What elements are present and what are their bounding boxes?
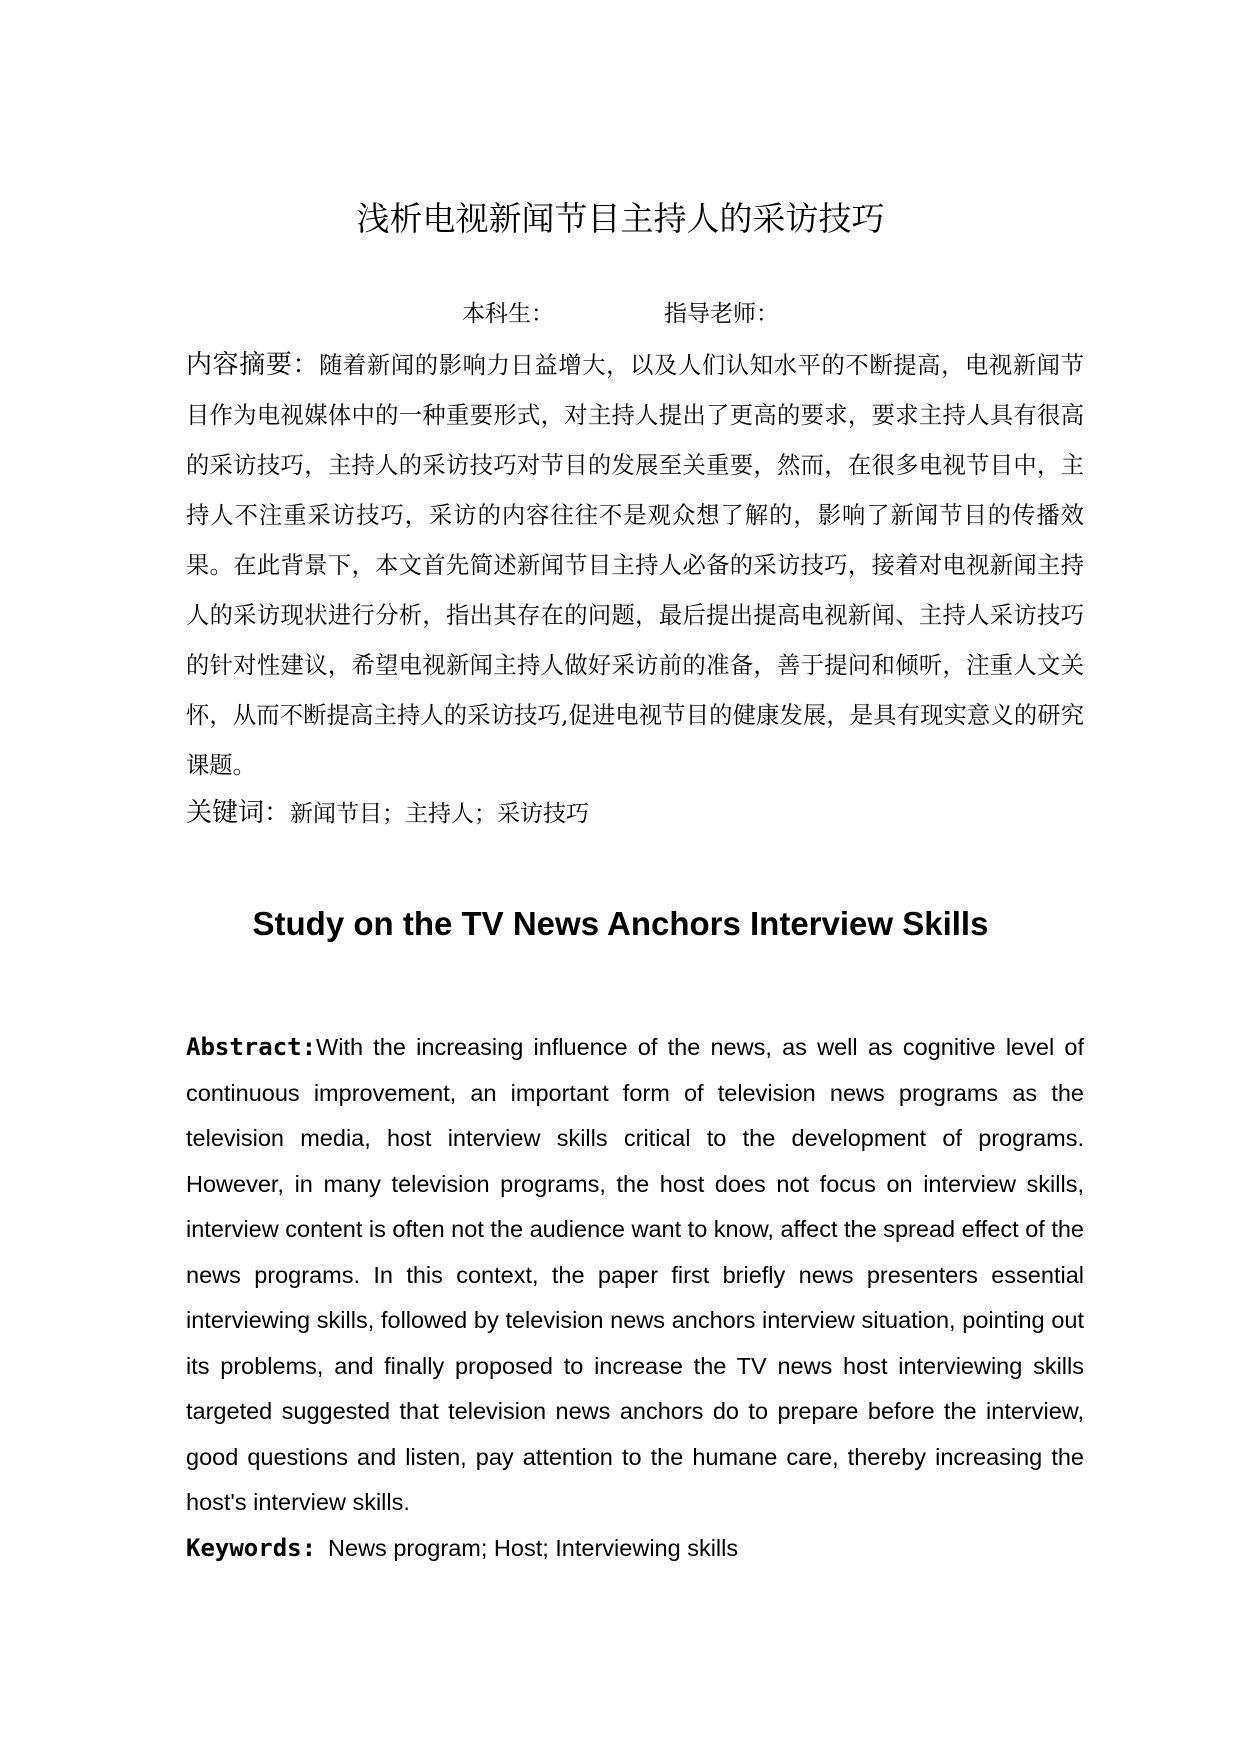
- chinese-keywords-text: 新闻节目；主持人；采访技巧: [290, 801, 590, 827]
- chinese-keywords: [186, 790, 1084, 837]
- english-abstract-label: Abstract:: [186, 1033, 317, 1061]
- student-label: 本科生：: [462, 301, 554, 327]
- advisor-label: 指导老师：: [664, 301, 779, 327]
- english-abstract: [186, 1025, 1084, 1526]
- chinese-abstract-text: 随着新闻的影响力日益增大，以及人们认知水平的不断提高，电视新闻节目作为电视媒体中的一种重要形式，对主持人提出了更高的要求，要求主持人具有很高的采访技巧，主持人的采访技巧对节目的发展至关重要，然而，在很多电视节目中，主持人不注重采访技巧，采访的内容往往不是观众想了解的，影响了新闻节目的传播效果。在此背景下，本文首先简述新闻节目主持人必备的采访技巧，接着对电视新闻主持人的采访现状进行分析，指出其存在的问题，最后提出提高电视新闻、主持人采访技巧的针对性建议，希望电视新闻主持人做好采访前的准备，善于提问和倾听，注重人文关怀，从而不断提高主持人的采访技巧,促进电视节目的健康发展，是具有现实意义的研究课题。: [186, 352, 1084, 779]
- english-keywords-label: Keywords:: [186, 1534, 317, 1562]
- english-keywords: [186, 1526, 1084, 1570]
- author-line: [0, 297, 1241, 331]
- chinese-abstract-label: 内容摘要：: [186, 350, 320, 380]
- english-title: Study on the TV News Anchors Interview Skills: [252, 905, 989, 942]
- english-keywords-text: News program; Host; Interviewing skills: [328, 1535, 739, 1561]
- chinese-keywords-label: 关键词：: [186, 798, 291, 828]
- chinese-abstract: [186, 340, 1084, 791]
- english-abstract-text: With the increasing influence of the news, as well as cognitive level of continuous improvement, an important form of television news programs as the television media, host interview skills critical to the development of programs. However, in many television programs, the host does not focus on interview skills, interview content is often not the audience want to know, affect the spread effect of the news programs. In this context, the paper first briefly news presenters essential interviewing skills, followed by television news anchors interview situation, pointing out its problems, and finally proposed to increase the TV news host interviewing skills targeted suggested that television news anchors do to prepare before the interview, good questions and listen, pay attention to the humane care, thereby increasing the host's interview skills.: [186, 1034, 1084, 1515]
- chinese-title: 浅析电视新闻节目主持人的采访技巧: [356, 199, 885, 238]
